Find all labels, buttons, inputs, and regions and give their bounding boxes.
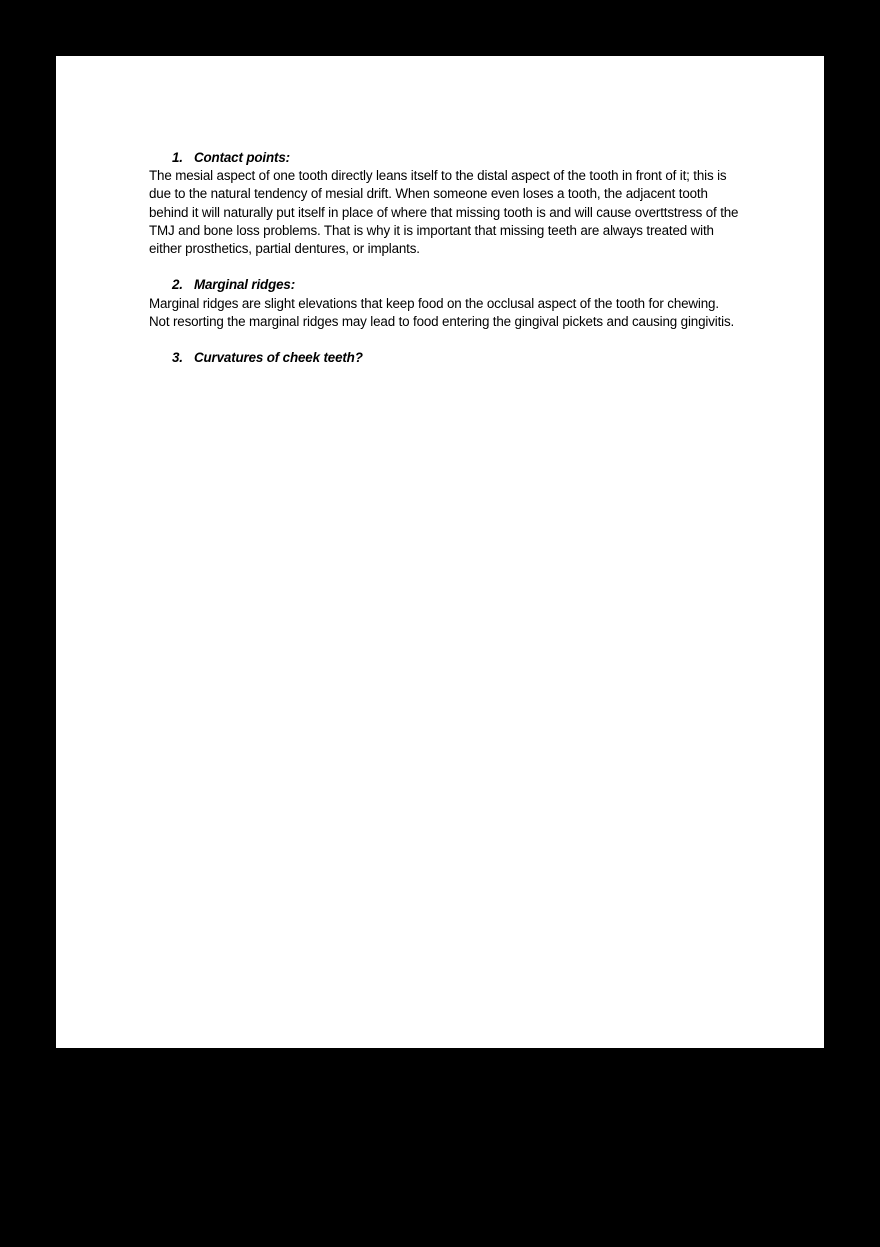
section-heading-curvatures <box>149 349 739 367</box>
section-title: Contact points: <box>194 150 290 165</box>
section-title: Marginal ridges: <box>194 277 296 293</box>
paragraph-spacer <box>149 258 739 276</box>
section-number: 1. <box>172 150 183 165</box>
section-title: Curvatures of cheek teeth? <box>194 350 363 366</box>
section-number: 3. <box>172 350 183 366</box>
section-number: 2. <box>172 277 183 293</box>
section-body-marginal-ridges: Marginal ridges are slight elevations that keep food on the occlusal aspect of the tooth for chewing. Not resorting the marginal ridges may lead to food entering the gingival pickets and causing gingivitis. <box>149 295 735 329</box>
section-body-contact-points: The mesial aspect of one tooth directly leans itself to the distal aspect of the tooth in front of it; this is due to the natural tendency of mesial drift. When someone even loses a tooth, the adjacent tooth behind it will naturally put itself in place of where that missing tooth is and will cause overttstress of the TMJ and bone loss problems. That is why it is important that missing teeth are always treated with either prosthetics, partial dentures, or implants. <box>149 168 739 257</box>
section-heading-contact-points <box>149 149 739 167</box>
section-heading-marginal-ridges <box>149 276 739 294</box>
paragraph-spacer <box>149 331 739 349</box>
document-page <box>56 56 824 1048</box>
document-content <box>149 149 739 367</box>
